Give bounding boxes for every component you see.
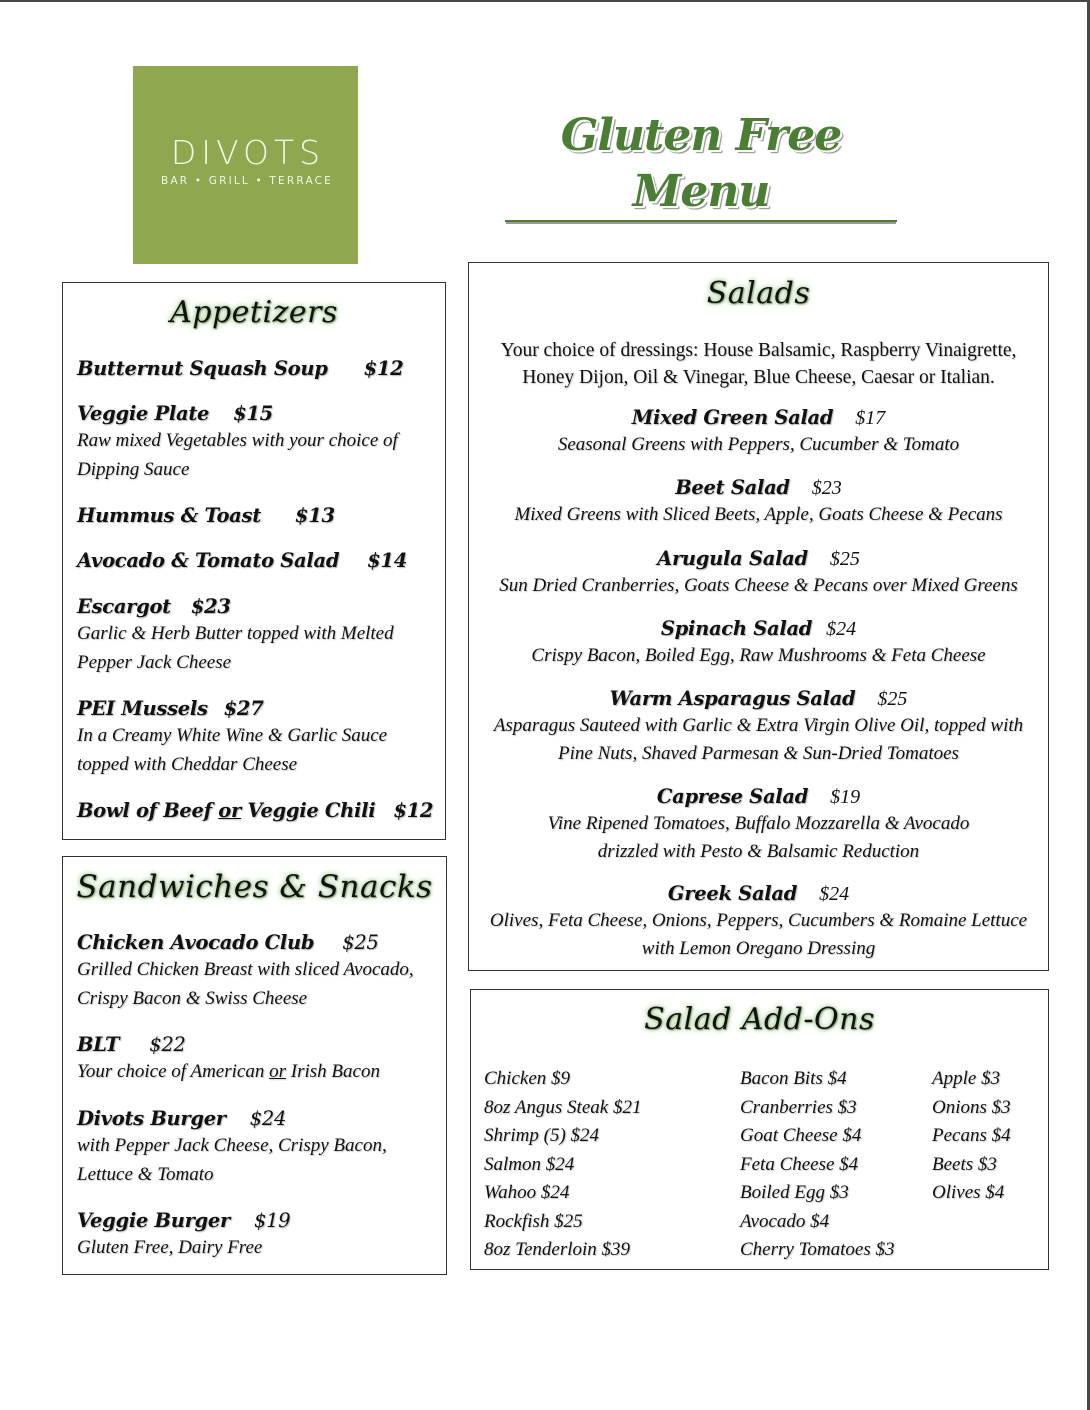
addon-item: Salmon $24 <box>484 1153 575 1175</box>
item-description: Vine Ripened Tomatoes, Buffalo Mozzarella & Avocado <box>547 813 970 834</box>
menu-item <box>469 476 1048 528</box>
menu-item <box>469 547 1048 599</box>
item-name: Warm Asparagus Salad <box>609 687 856 710</box>
salad-addons-section <box>470 989 1049 1270</box>
item-price: $22 <box>149 1033 186 1056</box>
menu-item <box>469 406 1048 458</box>
item-description: Sun Dried Cranberries, Goats Cheese & Pecans over Mixed Greens <box>499 575 1018 596</box>
item-name: Bowl of Beef <box>77 799 219 822</box>
item-price: $24 <box>826 618 857 640</box>
addon-item: Avocado $4 <box>740 1210 830 1232</box>
salads-section <box>468 262 1049 971</box>
addon-item: Cherry Tomatoes $3 <box>740 1239 895 1260</box>
item-description: Pine Nuts, Shaved Parmesan & Sun-Dried Tomatoes <box>558 743 959 764</box>
item-name: Veggie Burger <box>77 1209 230 1232</box>
addon-item: 8oz Tenderloin $39 <box>484 1239 631 1260</box>
addon-item: Olives $4 <box>932 1182 1005 1203</box>
appetizers-section <box>62 282 446 840</box>
addon-item: Feta Cheese $4 <box>740 1153 859 1175</box>
item-name: Beet Salad <box>675 476 790 499</box>
item-description-text: Irish Bacon <box>286 1061 380 1082</box>
section-title-appetizers: Appetizers <box>170 295 338 330</box>
addon-item: Bacon Bits $4 <box>740 1068 847 1089</box>
menu-item <box>77 1107 387 1189</box>
item-description-or: or <box>269 1061 287 1082</box>
item-name: Divots Burger <box>77 1107 226 1130</box>
menu-item <box>77 931 414 1013</box>
item-description: Mixed Greens with Sliced Beets, Apple, Goats Cheese & Pecans <box>514 504 1003 525</box>
menu-item <box>77 595 394 677</box>
addon-item: Cranberries $3 <box>740 1096 857 1118</box>
menu-item <box>77 357 403 380</box>
item-price: $14 <box>367 549 407 572</box>
item-description: Gluten Free, Dairy Free <box>77 1237 263 1258</box>
item-description: Olives, Feta Cheese, Onions, Peppers, Cucumbers & Romaine Lettuce <box>489 910 1028 931</box>
addons-column-1 <box>484 1065 641 1265</box>
item-description-text: Your choice of American <box>77 1061 270 1082</box>
item-price: $25 <box>342 931 379 954</box>
addons-column-3 <box>932 1065 1011 1208</box>
item-description: Raw mixed Vegetables with your choice of <box>77 430 398 451</box>
item-description: Crispy Bacon, Boiled Egg, Raw Mushrooms & Feta Cheese <box>531 645 986 666</box>
item-description: Asparagus Sauteed with Garlic & Extra Virgin Olive Oil, topped with <box>493 715 1024 736</box>
addon-item: 8oz Angus Steak $21 <box>484 1096 642 1118</box>
item-name: Butternut Squash Soup <box>77 357 328 380</box>
menu-item <box>77 697 387 779</box>
item-description: Pepper Jack Cheese <box>77 652 232 673</box>
menu-item <box>469 785 1048 865</box>
section-title-sandwiches: Sandwiches & Snacks <box>76 869 433 905</box>
page-title: Gluten Free Menu <box>505 108 897 222</box>
item-name: BLT <box>77 1033 120 1056</box>
item-name: Mixed Green Salad <box>631 406 834 429</box>
addon-item: Boiled Egg $3 <box>740 1182 849 1203</box>
addon-item: Shrimp (5) $24 <box>484 1125 600 1146</box>
item-name: PEI Mussels <box>77 697 208 720</box>
dressings-note-line: Your choice of dressings: House Balsamic, Raspberry Vinaigrette, <box>500 340 1017 361</box>
item-description: Dipping Sauce <box>77 459 190 480</box>
item-name: Caprese Salad <box>656 785 809 808</box>
item-name-or: or <box>218 799 241 822</box>
item-description: Garlic & Herb Butter topped with Melted <box>77 623 394 644</box>
item-name: Chicken Avocado Club <box>77 931 315 954</box>
addon-item: Beets $3 <box>932 1153 997 1175</box>
menu-item <box>77 1033 380 1086</box>
menu-item <box>77 549 407 572</box>
item-name: Spinach Salad <box>660 617 813 640</box>
menu-item <box>469 617 1048 669</box>
logo-wordmark: DIVOTS <box>170 132 326 172</box>
item-name: Hummus & Toast <box>77 504 261 527</box>
item-price: $12 <box>393 799 434 822</box>
item-name: Arugula Salad <box>657 547 808 570</box>
item-description: Crispy Bacon & Swiss Cheese <box>77 988 308 1009</box>
item-price: $17 <box>855 407 886 429</box>
item-price: $24 <box>249 1107 287 1130</box>
item-name: Veggie Plate <box>77 402 210 425</box>
addon-item: Chicken $9 <box>484 1068 571 1089</box>
item-price: $23 <box>811 477 842 499</box>
item-description: with Pepper Jack Cheese, Crispy Bacon, <box>77 1135 387 1156</box>
menu-item <box>469 882 1048 962</box>
item-description: In a Creamy White Wine & Garlic Sauce <box>77 725 388 746</box>
item-name: Avocado & Tomato Salad <box>77 549 340 572</box>
item-price: $23 <box>190 595 231 618</box>
item-name: Greek Salad <box>667 882 798 905</box>
menu-item <box>469 687 1048 767</box>
section-title-salads: Salads <box>706 276 811 311</box>
item-price: $15 <box>233 402 273 425</box>
section-title-addons: Salad Add-Ons <box>644 1002 875 1037</box>
logo-tagline: BAR • GRILL • TERRACE <box>160 174 334 187</box>
addon-item: Apple $3 <box>932 1068 1001 1089</box>
addons-column-2 <box>740 1065 894 1265</box>
addon-item: Goat Cheese $4 <box>740 1125 862 1146</box>
sandwiches-section <box>62 856 447 1275</box>
item-description: Seasonal Greens with Peppers, Cucumber & Tomato <box>557 434 960 455</box>
item-price: $19 <box>253 1209 291 1232</box>
addon-item: Onions $3 <box>932 1096 1011 1118</box>
item-price: $25 <box>829 548 860 570</box>
item-name: Escargot <box>77 595 171 618</box>
item-description: drizzled with Pesto & Balsamic Reduction <box>597 841 920 862</box>
addon-item: Pecans $4 <box>932 1125 1011 1146</box>
item-name: Veggie Chili <box>240 799 376 822</box>
item-description: Grilled Chicken Breast with sliced Avocado, <box>77 959 414 980</box>
item-price: $19 <box>830 786 861 808</box>
item-price: $24 <box>819 883 850 905</box>
item-price: $13 <box>294 504 335 527</box>
divots-logo <box>133 66 358 264</box>
dressings-note <box>469 337 1048 391</box>
item-description: topped with Cheddar Cheese <box>77 754 298 775</box>
addon-item: Rockfish $25 <box>484 1210 583 1232</box>
item-price: $25 <box>877 688 908 710</box>
item-description <box>77 1057 380 1086</box>
menu-item <box>77 402 398 484</box>
page-border-top <box>0 0 1090 2</box>
item-price: $12 <box>363 357 404 380</box>
menu-item <box>77 799 433 822</box>
menu-item <box>77 504 335 527</box>
item-description: with Lemon Oregano Dressing <box>641 938 876 959</box>
dressings-note-line: Honey Dijon, Oil & Vinegar, Blue Cheese, Caesar or Italian. <box>522 367 995 388</box>
addon-item: Wahoo $24 <box>484 1182 570 1203</box>
item-description: Lettuce & Tomato <box>77 1164 214 1185</box>
menu-item <box>77 1209 290 1262</box>
item-price: $27 <box>223 697 264 720</box>
